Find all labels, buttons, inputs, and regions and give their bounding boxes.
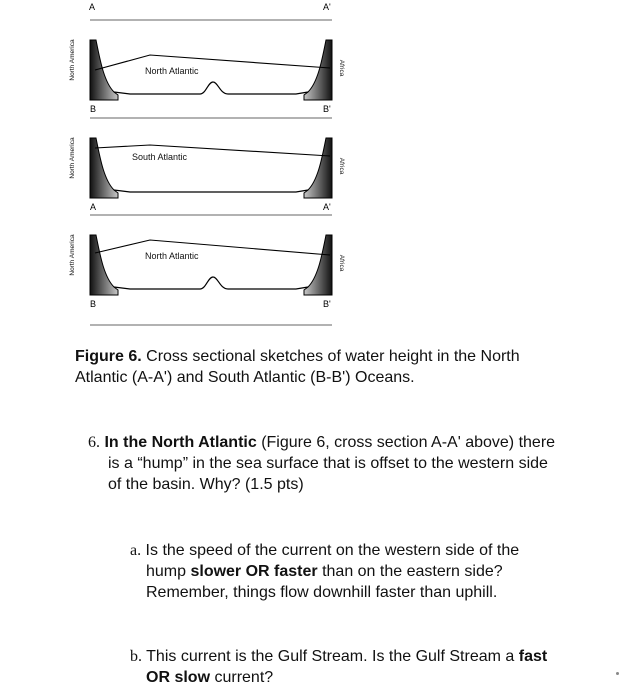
- ocean-label: South Atlantic: [132, 152, 188, 162]
- section-start-label: B: [90, 299, 97, 309]
- west-continent-label: North America: [69, 234, 76, 276]
- caption-figure-number: Figure 6.: [75, 348, 142, 365]
- east-continent-shape: [304, 138, 332, 198]
- section-end-label: B': [323, 299, 331, 309]
- section-start-label: A: [89, 2, 96, 12]
- section-end-label: B': [323, 104, 331, 114]
- cross-section-panel: [69, 2, 345, 114]
- question-6-text: (Figure 6, cross section A-A' above) there is a “hump” in the sea surface that is offset to the western side of the basin. Why? (1.5 pts): [108, 434, 556, 493]
- east-continent-shape: [304, 40, 332, 100]
- cross-section-panel: [69, 215, 345, 309]
- question-6b-letter: b.: [130, 648, 142, 665]
- stray-mark: [616, 672, 619, 675]
- sea-surface-line: [95, 240, 330, 255]
- question-6a-text-2: than on the eastern side? Remember, things flow downhill faster than uphill.: [146, 563, 503, 601]
- question-6a-text-1: Is the speed of the current on the western side of the hump: [141, 542, 520, 580]
- section-start-label: B: [90, 104, 97, 114]
- ocean-label: North Atlantic: [145, 66, 199, 76]
- question-6a-letter: a.: [130, 542, 142, 559]
- east-continent-label: Africa: [338, 254, 345, 272]
- sea-surface-line: [95, 55, 330, 70]
- question-6b-text-2: current?: [210, 669, 274, 686]
- cross-section-panel: [69, 118, 345, 212]
- east-continent-shape: [304, 235, 332, 295]
- question-6a: [130, 540, 560, 603]
- question-6-number: 6.: [88, 434, 100, 451]
- west-continent-shape: [90, 235, 118, 295]
- question-6b-text-1: This current is the Gulf Stream. Is the Gulf Stream a: [142, 648, 519, 665]
- question-6b: [130, 646, 560, 688]
- question-6: [88, 432, 558, 495]
- question-6b-emphasis: fast OR slow: [146, 648, 548, 686]
- caption-text: Cross sectional sketches of water height in the North Atlantic (A-A') and South Atlantic (B-B') Oceans.: [75, 348, 520, 386]
- sea-floor-line: [114, 277, 308, 289]
- question-6-emphasis: In the North Atlantic: [104, 434, 257, 451]
- section-end-label: A': [323, 202, 331, 212]
- section-end-label: A': [323, 2, 331, 12]
- west-continent-shape: [90, 40, 118, 100]
- sea-floor-line: [114, 82, 308, 94]
- west-continent-label: North America: [69, 137, 76, 179]
- cross-section-figure: [0, 0, 622, 330]
- section-start-label: A: [90, 202, 97, 212]
- east-continent-label: Africa: [338, 59, 345, 77]
- figure-caption: [75, 346, 575, 388]
- question-6a-emphasis: slower OR faster: [190, 563, 318, 580]
- ocean-label: North Atlantic: [145, 251, 199, 261]
- sea-surface-line: [95, 145, 330, 156]
- east-continent-label: Africa: [338, 157, 345, 175]
- sea-floor-line: [114, 190, 308, 192]
- west-continent-label: North America: [69, 39, 76, 81]
